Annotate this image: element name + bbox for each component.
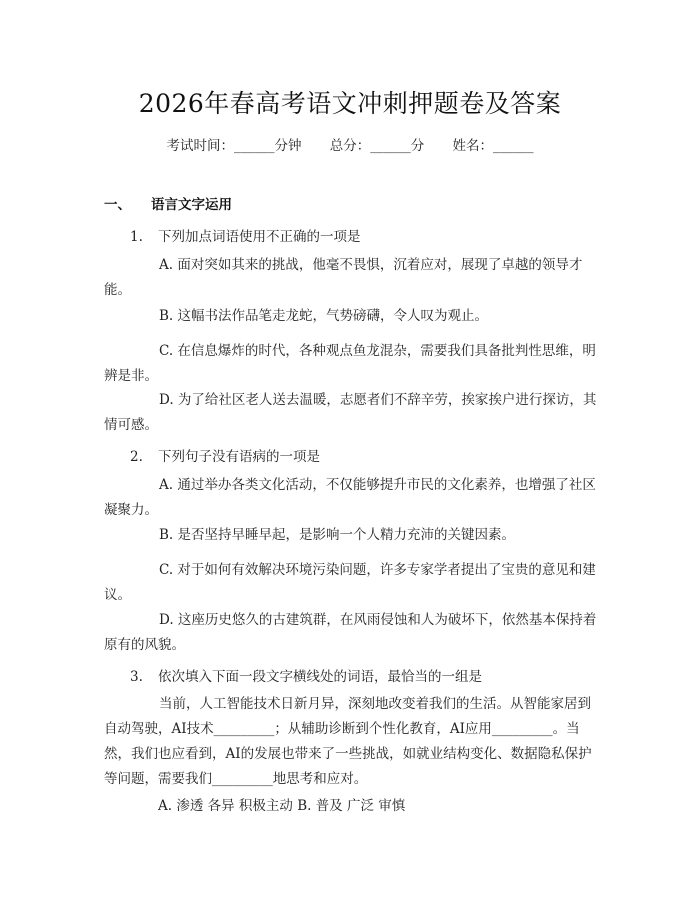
question-1-stem (130, 225, 361, 245)
question-1-option-d: D. 为了给社区老人送去温暖，志愿者们不辞辛劳，挨家挨户进行探访，其情可感。 (104, 392, 597, 433)
question-2-stem (130, 445, 320, 465)
question-number: 3. (130, 669, 143, 685)
question-1-option-c: C. 在信息爆炸的时代，各种观点鱼龙混杂，需要我们具备批判性思维，明辨是非。 (104, 343, 596, 384)
question-text: 下列加点词语使用不正确的一项是 (158, 229, 361, 245)
question-1-option-a: A. 面对突如其来的挑战，他毫不畏惧，沉着应对，展现了卓越的领导才能。 (104, 257, 583, 298)
question-text: 下列句子没有语病的一项是 (158, 449, 320, 465)
question-text: 依次填入下面一段文字横线处的词语，最恰当的一组是 (158, 669, 482, 685)
question-3-options: A. 渗透 各异 积极主动 B. 普及 广泛 审慎 (158, 798, 406, 814)
question-1-option-b: B. 这幅书法作品笔走龙蛇，气势磅礴，令人叹为观止。 (159, 308, 489, 324)
question-number: 1. (130, 229, 143, 245)
section-heading (104, 193, 232, 213)
student-name-field: 姓名：______ (452, 138, 534, 154)
question-3-passage: 当前，人工智能技术日新月异，深刻地改变着我们的生活。从智能家居到自动驾驶，AI技术_________；从辅助诊断到个性化教育，AI应用_________。当然，我们也应看到，AI的发展也带来了一些挑战，如就业结构变化、数据隐私保护等问题，需要我们_________地思考和应对。 (104, 696, 592, 787)
question-2-option-c: C. 对于如何有效解决环境污染问题，许多专家学者提出了宝贵的意见和建议。 (104, 562, 596, 603)
exam-time-field: 考试时间：______分钟 (166, 138, 302, 154)
question-2-option-d: D. 这座历史悠久的古建筑群，在风雨侵蚀和人为破坏下，依然基本保持着原有的风貌。 (104, 612, 597, 653)
total-score-field: 总分：______分 (329, 138, 425, 154)
section-number: 一、 (104, 197, 131, 213)
exam-title: 2026年春高考语文冲刺押题卷及答案 (138, 89, 562, 118)
question-number: 2. (130, 449, 143, 465)
question-2-option-a: A. 通过举办各类文化活动，不仅能够提升市民的文化素养，也增强了社区凝聚力。 (104, 477, 596, 518)
section-title: 语言文字运用 (151, 197, 232, 213)
question-3-stem (130, 665, 482, 685)
question-2-option-b: B. 是否坚持早睡早起，是影响一个人精力充沛的关键因素。 (159, 527, 516, 543)
exam-meta (0, 134, 700, 154)
